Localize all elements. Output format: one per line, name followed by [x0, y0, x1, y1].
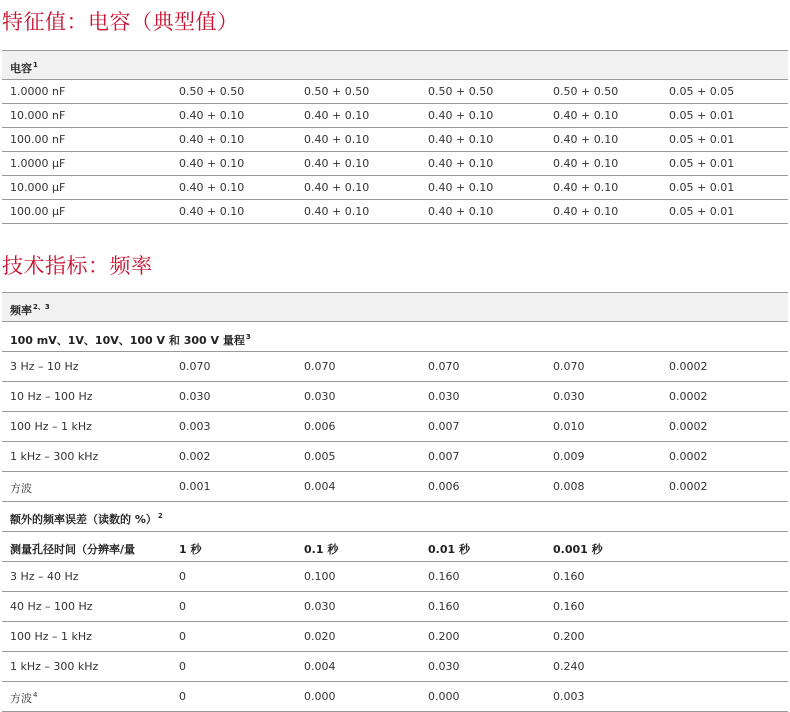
table-cell: 0.50 + 0.50: [553, 85, 619, 98]
table-cell: 1 kHz – 300 kHz: [10, 660, 99, 673]
table-cell: 0.240: [553, 660, 585, 673]
table-cell: 1.0000 nF: [10, 85, 66, 98]
table-row: [2, 80, 788, 104]
table-row: [2, 562, 788, 592]
table-cell: 方波: [10, 482, 32, 495]
table-cell: 0.40 + 0.10: [553, 205, 619, 218]
table-cell: 0.40 + 0.10: [304, 109, 370, 122]
table-cell: 0.005: [304, 450, 336, 463]
table-cell: 100.00 µF: [10, 205, 66, 218]
table-cell: 0: [179, 690, 186, 703]
table-row: [2, 652, 788, 682]
table-cell: 0.006: [428, 480, 460, 493]
table-cell: 100.00 nF: [10, 133, 66, 146]
table-cell: 0.40 + 0.10: [304, 133, 370, 146]
aperture-header-row: [2, 532, 788, 562]
table-cell: 0.010: [553, 420, 585, 433]
table-cell: 0.0002: [669, 420, 708, 433]
table-row: [2, 176, 788, 200]
table-cell: 0.05 + 0.01: [669, 109, 735, 122]
table-cell: 0.40 + 0.10: [428, 157, 494, 170]
table-cell: 0.000: [428, 690, 460, 703]
table-cell: 0.006: [304, 420, 336, 433]
table-cell: 1 kHz – 300 kHz: [10, 450, 99, 463]
table-cell: 0.030: [304, 390, 336, 403]
table-cell: 0.004: [304, 660, 336, 673]
table-row: [2, 352, 788, 382]
table-cell: 0: [179, 660, 186, 673]
table-cell: 0.030: [304, 600, 336, 613]
table-cell: 0.000: [304, 690, 336, 703]
table-cell: 0.40 + 0.10: [553, 109, 619, 122]
table-cell: 1.0000 µF: [10, 157, 66, 170]
table-row: [2, 622, 788, 652]
extra-error-header: [2, 502, 788, 532]
table-cell: 0.05 + 0.01: [669, 133, 735, 146]
table-row: [2, 592, 788, 622]
frequency-section-title: 技术指标：频率: [2, 254, 153, 278]
table-cell: 0.0002: [669, 450, 708, 463]
table-cell: 0.030: [428, 660, 460, 673]
table-cell: 0.40 + 0.10: [179, 157, 245, 170]
table-cell: 0.020: [304, 630, 336, 643]
table-cell: 0.40 + 0.10: [428, 109, 494, 122]
table-cell: 方波$^4$: [10, 691, 38, 705]
table-cell: 0.001 秒: [553, 543, 603, 556]
table-cell: 0.160: [428, 600, 460, 613]
table-cell: 0.40 + 0.10: [304, 157, 370, 170]
table-cell: 0.007: [428, 420, 460, 433]
table-cell: 0.200: [428, 630, 460, 643]
table-row: [2, 382, 788, 412]
table-row: [2, 412, 788, 442]
table-cell: 0.070: [179, 360, 211, 373]
table-cell: 0.070: [428, 360, 460, 373]
table-cell: 0.100: [304, 570, 336, 583]
table-cell: 0.008: [553, 480, 585, 493]
table-cell: 0.40 + 0.10: [428, 133, 494, 146]
table-cell: 0.001: [179, 480, 211, 493]
frequency-range-label: 100 mV、1V、10V、100 V 和 300 V 量程$^3$: [10, 333, 251, 347]
table-cell: 0.05 + 0.01: [669, 157, 735, 170]
table-cell: 0.0002: [669, 390, 708, 403]
table-cell: 0.002: [179, 450, 211, 463]
extra-error-label: 额外的频率误差（读数的 %）$^2$: [10, 512, 163, 526]
table-cell: 10.000 µF: [10, 181, 66, 194]
table-cell: 0.05 + 0.01: [669, 205, 735, 218]
table-row: [2, 472, 788, 502]
table-cell: 0.50 + 0.50: [304, 85, 370, 98]
table-cell: 测量孔径时间（分辨率/量: [10, 543, 136, 556]
table-cell: 0.01 秒: [428, 543, 470, 556]
capacitance-section-title: 特征值：电容（典型值）: [2, 10, 239, 34]
table-cell: 1 秒: [179, 543, 202, 556]
table-cell: 0.50 + 0.50: [428, 85, 494, 98]
frequency-table: [2, 292, 788, 712]
table-cell: 0.50 + 0.50: [179, 85, 245, 98]
table-cell: 0.070: [553, 360, 585, 373]
table-cell: 0.030: [428, 390, 460, 403]
table-cell: 0.1 秒: [304, 543, 339, 556]
table-row: [2, 128, 788, 152]
table-cell: 0: [179, 630, 186, 643]
table-cell: 0.009: [553, 450, 585, 463]
table-cell: 100 Hz – 1 kHz: [10, 630, 92, 643]
table-row: [2, 442, 788, 472]
table-cell: 0: [179, 600, 186, 613]
table-cell: 0.40 + 0.10: [179, 181, 245, 194]
table-cell: 3 Hz – 10 Hz: [10, 360, 79, 373]
table-cell: 0.0002: [669, 360, 708, 373]
table-cell: 0.40 + 0.10: [428, 181, 494, 194]
table-cell: 0.40 + 0.10: [179, 205, 245, 218]
table-cell: 0.003: [553, 690, 585, 703]
table-cell: 10 Hz – 100 Hz: [10, 390, 93, 403]
table-cell: 0: [179, 570, 186, 583]
table-cell: 10.000 nF: [10, 109, 66, 122]
table-cell: 100 Hz – 1 kHz: [10, 420, 92, 433]
table-row: [2, 104, 788, 128]
table-cell: 0.40 + 0.10: [304, 205, 370, 218]
table-cell: 0.40 + 0.10: [553, 181, 619, 194]
table-cell: 3 Hz – 40 Hz: [10, 570, 79, 583]
table-cell: 0.160: [428, 570, 460, 583]
table-cell: 0.05 + 0.01: [669, 181, 735, 194]
capacitance-header-label: 电容$^1$: [10, 61, 38, 75]
table-cell: 0.070: [304, 360, 336, 373]
frequency-table-header: [2, 292, 788, 322]
table-cell: 0.40 + 0.10: [428, 205, 494, 218]
table-cell: 0.030: [553, 390, 585, 403]
table-row: [2, 200, 788, 224]
table-cell: 0.40 + 0.10: [553, 157, 619, 170]
table-cell: 0.030: [179, 390, 211, 403]
table-cell: 0.40 + 0.10: [179, 133, 245, 146]
table-cell: 0.003: [179, 420, 211, 433]
table-cell: 0.40 + 0.10: [179, 109, 245, 122]
table-cell: 0.200: [553, 630, 585, 643]
table-cell: 40 Hz – 100 Hz: [10, 600, 93, 613]
table-cell: 0.40 + 0.10: [304, 181, 370, 194]
frequency-range-subheader: [2, 322, 788, 352]
table-cell: 0.160: [553, 600, 585, 613]
table-cell: 0.40 + 0.10: [553, 133, 619, 146]
table-cell: 0.160: [553, 570, 585, 583]
capacitance-table: [2, 50, 788, 224]
table-cell: 0.004: [304, 480, 336, 493]
table-cell: 0.007: [428, 450, 460, 463]
frequency-header-label: 频率$^{2、3}$: [10, 303, 50, 317]
table-row: [2, 152, 788, 176]
table-cell: 0.0002: [669, 480, 708, 493]
capacitance-table-header: [2, 50, 788, 80]
table-row: [2, 682, 788, 712]
table-cell: 0.05 + 0.05: [669, 85, 735, 98]
